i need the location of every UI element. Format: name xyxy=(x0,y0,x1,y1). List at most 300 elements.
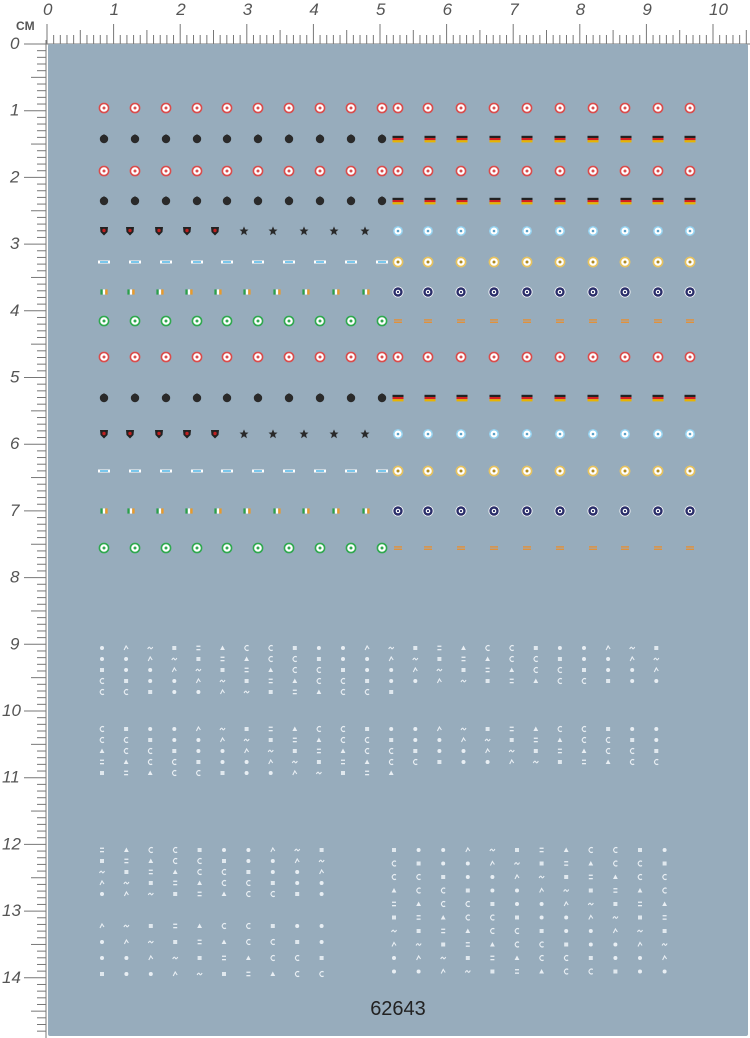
green-roundel-icon xyxy=(130,543,140,553)
green-roundel-icon xyxy=(284,316,294,326)
stencil-glyph xyxy=(486,760,490,764)
stencil-glyph xyxy=(540,862,544,866)
stencil-glyph xyxy=(295,881,299,885)
red-roundel-icon xyxy=(685,103,695,113)
stencil-glyph xyxy=(148,893,153,895)
stencil-glyph xyxy=(341,657,345,661)
navy-star-roundel-icon xyxy=(489,287,500,298)
light-blue-roundel-icon xyxy=(588,429,598,439)
red-roundel-icon xyxy=(588,352,598,362)
red-roundel-icon xyxy=(555,352,565,362)
stencil-glyph xyxy=(392,970,396,974)
stencil-glyph xyxy=(630,727,634,731)
red-roundel-icon xyxy=(130,166,140,176)
stencil-glyph xyxy=(293,749,297,753)
stencil-glyph xyxy=(466,956,470,960)
red-roundel-icon xyxy=(346,352,356,362)
red-roundel-icon xyxy=(377,166,387,176)
red-roundel-icon xyxy=(99,103,109,113)
navy-star-roundel-icon xyxy=(522,506,533,517)
stencil-glyph xyxy=(149,972,153,976)
stencil-glyph xyxy=(148,690,152,694)
stencil-glyph xyxy=(100,892,104,896)
red-roundel-icon xyxy=(284,352,294,362)
stencil-glyph xyxy=(630,738,634,742)
white-blue-bar-icon xyxy=(283,261,295,264)
red-roundel-icon xyxy=(456,103,466,113)
light-blue-roundel-icon xyxy=(653,226,663,236)
tricolor-bar-icon xyxy=(273,508,280,513)
side-ruler-number: 3 xyxy=(10,234,20,254)
side-ruler-number: 5 xyxy=(10,367,20,387)
german-flag-icon xyxy=(425,136,436,143)
stencil-glyph xyxy=(589,956,593,960)
stencil-glyph xyxy=(582,668,586,672)
stencil-glyph xyxy=(292,761,297,763)
stencil-glyph xyxy=(413,727,417,731)
stencil-glyph xyxy=(271,859,275,863)
stencil-glyph xyxy=(534,749,538,753)
stencil-glyph xyxy=(486,679,490,683)
stencil-glyph xyxy=(515,848,519,852)
stencil-glyph xyxy=(663,929,667,933)
stencil-glyph xyxy=(365,727,369,731)
navy-star-roundel-icon xyxy=(588,287,599,298)
navy-star-roundel-icon xyxy=(588,506,599,517)
stencil-glyph xyxy=(124,956,128,960)
stencil-glyph xyxy=(246,859,250,863)
stencil-glyph xyxy=(466,875,470,879)
red-roundel-icon xyxy=(161,166,171,176)
stencil-glyph xyxy=(173,940,177,944)
red-roundel-icon xyxy=(253,103,263,113)
stencil-glyph xyxy=(417,929,421,933)
ruler-unit-label: CM xyxy=(16,19,35,33)
german-flag-icon xyxy=(653,198,664,205)
top-ruler-number: 0 xyxy=(43,0,53,19)
tricolor-bar-icon xyxy=(214,508,221,513)
stencil-glyph xyxy=(413,749,417,753)
stencil-glyph xyxy=(295,849,300,851)
german-flag-icon xyxy=(522,136,533,143)
light-blue-roundel-icon xyxy=(489,429,499,439)
red-roundel-icon xyxy=(377,352,387,362)
stencil-glyph xyxy=(317,657,321,661)
top-ruler-number: 9 xyxy=(642,0,652,19)
stencil-glyph xyxy=(613,917,618,919)
tricolor-bar-icon xyxy=(156,508,163,513)
white-blue-bar-icon xyxy=(160,261,172,264)
red-roundel-icon xyxy=(620,166,630,176)
navy-star-roundel-icon xyxy=(423,287,434,298)
stencil-glyph xyxy=(172,658,177,660)
side-ruler-number: 11 xyxy=(2,767,20,787)
top-ruler-number: 4 xyxy=(309,0,319,19)
stencil-glyph xyxy=(245,679,249,683)
stencil-glyph xyxy=(148,647,153,649)
stencil-glyph xyxy=(148,727,152,731)
yellow-roundel-icon xyxy=(489,466,499,476)
red-roundel-icon xyxy=(222,352,232,362)
german-flag-icon xyxy=(457,136,468,143)
stencil-glyph xyxy=(558,760,562,764)
top-ruler-number: 8 xyxy=(575,0,586,19)
red-roundel-icon xyxy=(393,166,403,176)
red-roundel-icon xyxy=(620,103,630,113)
green-roundel-icon xyxy=(377,543,387,553)
stencil-glyph xyxy=(196,760,200,764)
top-ruler-number: 7 xyxy=(509,0,519,19)
green-roundel-icon xyxy=(315,543,325,553)
yellow-roundel-icon xyxy=(685,466,695,476)
red-roundel-icon xyxy=(653,103,663,113)
stencil-glyph xyxy=(172,749,176,753)
stencil-glyph xyxy=(221,668,225,672)
stencil-glyph xyxy=(172,646,176,650)
light-blue-roundel-icon xyxy=(620,226,630,236)
navy-star-roundel-icon xyxy=(393,287,404,298)
stencil-glyph xyxy=(389,727,393,731)
german-flag-icon xyxy=(653,136,664,143)
stencil-glyph xyxy=(196,690,200,694)
stencil-glyph xyxy=(613,902,617,906)
stencil-glyph xyxy=(320,848,324,852)
stencil-glyph xyxy=(317,760,321,764)
white-blue-bar-icon xyxy=(252,261,264,264)
stencil-glyph xyxy=(244,691,249,693)
german-flag-icon xyxy=(685,198,696,205)
navy-star-roundel-icon xyxy=(685,506,696,517)
stencil-glyph xyxy=(100,668,104,672)
tricolor-bar-icon xyxy=(185,508,192,513)
white-blue-bar-icon xyxy=(160,470,172,473)
stencil-glyph xyxy=(271,924,275,928)
red-roundel-icon xyxy=(284,166,294,176)
german-flag-icon xyxy=(522,198,533,205)
german-flag-icon xyxy=(393,198,404,205)
stencil-glyph xyxy=(486,727,490,731)
stencil-glyph xyxy=(462,760,466,764)
red-roundel-icon xyxy=(161,352,171,362)
stencil-glyph xyxy=(245,771,249,775)
stencil-glyph xyxy=(539,876,544,878)
stencil-glyph xyxy=(630,679,634,683)
red-roundel-icon xyxy=(489,166,499,176)
german-flag-icon xyxy=(588,395,599,402)
yellow-roundel-icon xyxy=(555,257,565,267)
side-ruler-number: 10 xyxy=(2,701,21,720)
tricolor-bar-icon xyxy=(302,508,309,513)
green-roundel-icon xyxy=(130,316,140,326)
stencil-glyph xyxy=(245,727,249,731)
stencil-glyph xyxy=(654,646,658,650)
decal-carrier-film xyxy=(48,44,748,1036)
stencil-glyph xyxy=(392,956,396,960)
yellow-roundel-icon xyxy=(456,257,466,267)
stencil-glyph xyxy=(221,760,225,764)
light-blue-roundel-icon xyxy=(685,226,695,236)
red-roundel-icon xyxy=(99,352,109,362)
red-roundel-icon xyxy=(489,352,499,362)
stencil-glyph xyxy=(515,902,519,906)
stencil-glyph xyxy=(172,679,176,683)
tricolor-bar-icon xyxy=(243,289,250,294)
stencil-glyph xyxy=(630,668,634,672)
stencil-glyph xyxy=(320,924,324,928)
red-roundel-icon xyxy=(346,166,356,176)
stencil-glyph xyxy=(606,679,610,683)
stencil-glyph xyxy=(663,862,667,866)
stencil-glyph xyxy=(515,889,519,893)
stencil-glyph xyxy=(124,925,129,927)
navy-star-roundel-icon xyxy=(685,287,696,298)
stencil-glyph xyxy=(490,970,494,974)
side-ruler-number: 2 xyxy=(10,167,20,187)
red-roundel-icon xyxy=(456,166,466,176)
stencil-glyph xyxy=(197,973,202,975)
side-ruler-number: 9 xyxy=(10,634,20,654)
green-roundel-icon xyxy=(99,316,109,326)
stencil-glyph xyxy=(515,863,520,865)
white-blue-bar-icon xyxy=(129,470,141,473)
green-roundel-icon xyxy=(192,543,202,553)
stencil-glyph xyxy=(533,761,538,763)
stencil-glyph xyxy=(196,669,201,671)
stencil-glyph xyxy=(320,881,324,885)
stencil-glyph xyxy=(490,875,494,879)
stencil-glyph xyxy=(389,668,393,672)
stencil-glyph xyxy=(319,860,324,862)
product-code: 62643 xyxy=(370,998,426,1020)
tricolor-bar-icon xyxy=(273,289,280,294)
navy-star-roundel-icon xyxy=(620,287,631,298)
stencil-glyph xyxy=(172,690,176,694)
stencil-glyph xyxy=(589,929,593,933)
light-blue-roundel-icon xyxy=(423,226,433,236)
stencil-glyph xyxy=(466,889,470,893)
stencil-glyph xyxy=(295,892,299,896)
stencil-glyph xyxy=(222,972,226,976)
red-roundel-icon xyxy=(130,103,140,113)
red-roundel-icon xyxy=(315,166,325,176)
stencil-glyph xyxy=(465,971,470,973)
red-roundel-icon xyxy=(685,352,695,362)
stencil-glyph xyxy=(100,657,104,661)
red-roundel-icon xyxy=(489,103,499,113)
stencil-glyph xyxy=(663,970,667,974)
tricolor-bar-icon xyxy=(100,289,107,294)
top-ruler-number: 3 xyxy=(242,0,253,19)
stencil-glyph xyxy=(613,970,617,974)
side-ruler-number: 14 xyxy=(2,967,21,987)
stencil-glyph xyxy=(417,848,421,852)
green-roundel-icon xyxy=(99,543,109,553)
stencil-glyph xyxy=(564,929,568,933)
stencil-glyph xyxy=(148,668,152,672)
navy-star-roundel-icon xyxy=(555,287,566,298)
stencil-glyph xyxy=(196,749,200,753)
yellow-roundel-icon xyxy=(620,466,630,476)
german-flag-icon xyxy=(490,136,501,143)
stencil-glyph xyxy=(148,679,152,683)
stencil-glyph xyxy=(271,881,275,885)
stencil-glyph xyxy=(630,647,635,649)
red-roundel-icon xyxy=(653,352,663,362)
yellow-roundel-icon xyxy=(588,257,598,267)
light-blue-roundel-icon xyxy=(685,429,695,439)
red-roundel-icon xyxy=(393,352,403,362)
stencil-glyph xyxy=(100,940,104,944)
light-blue-roundel-icon xyxy=(393,226,403,236)
yellow-roundel-icon xyxy=(685,257,695,267)
red-roundel-icon xyxy=(393,103,403,113)
yellow-roundel-icon xyxy=(620,257,630,267)
stencil-glyph xyxy=(271,870,275,874)
stencil-glyph xyxy=(124,870,128,874)
stencil-glyph xyxy=(220,680,225,682)
stencil-glyph xyxy=(389,690,393,694)
red-roundel-icon xyxy=(192,166,202,176)
stencil-glyph xyxy=(654,658,659,660)
stencil-glyph xyxy=(365,657,369,661)
tricolor-bar-icon xyxy=(127,289,134,294)
light-blue-roundel-icon xyxy=(489,226,499,236)
stencil-glyph xyxy=(173,892,177,896)
stencil-glyph xyxy=(606,727,610,731)
light-blue-roundel-icon xyxy=(555,429,565,439)
navy-star-roundel-icon xyxy=(393,506,404,517)
light-blue-roundel-icon xyxy=(555,226,565,236)
yellow-roundel-icon xyxy=(423,466,433,476)
red-roundel-icon xyxy=(423,166,433,176)
stencil-glyph xyxy=(320,940,324,944)
navy-star-roundel-icon xyxy=(555,506,566,517)
stencil-glyph xyxy=(149,881,153,885)
red-roundel-icon xyxy=(522,103,532,113)
side-ruler-number: 13 xyxy=(2,901,21,921)
stencil-glyph xyxy=(221,771,225,775)
red-roundel-icon xyxy=(620,352,630,362)
stencil-glyph xyxy=(564,875,568,879)
stencil-glyph xyxy=(461,728,466,730)
stencil-glyph xyxy=(663,848,667,852)
stencil-glyph xyxy=(437,738,441,742)
stencil-glyph xyxy=(268,750,273,752)
light-blue-roundel-icon xyxy=(456,226,466,236)
stencil-glyph xyxy=(582,646,586,650)
german-flag-icon xyxy=(685,136,696,143)
stencil-glyph xyxy=(100,871,105,873)
stencil-glyph xyxy=(124,727,128,731)
stencil-glyph xyxy=(100,972,104,976)
german-flag-icon xyxy=(685,395,696,402)
stencil-glyph xyxy=(100,771,104,775)
stencil-glyph xyxy=(437,669,442,671)
top-ruler-number: 1 xyxy=(109,0,120,19)
stencil-glyph xyxy=(365,679,369,683)
stencil-glyph xyxy=(293,646,297,650)
red-roundel-icon xyxy=(423,352,433,362)
light-blue-roundel-icon xyxy=(522,429,532,439)
stencil-glyph xyxy=(341,771,345,775)
stencil-glyph xyxy=(198,956,202,960)
white-blue-bar-icon xyxy=(221,261,233,264)
stencil-glyph xyxy=(466,862,470,866)
top-ruler-number: 5 xyxy=(376,0,386,19)
stencil-glyph xyxy=(365,668,369,672)
red-roundel-icon xyxy=(555,166,565,176)
navy-star-roundel-icon xyxy=(653,506,664,517)
stencil-glyph xyxy=(441,957,446,959)
red-roundel-icon xyxy=(588,166,598,176)
stencil-glyph xyxy=(441,862,445,866)
green-roundel-icon xyxy=(192,316,202,326)
red-roundel-icon xyxy=(555,103,565,113)
red-roundel-icon xyxy=(653,166,663,176)
german-flag-icon xyxy=(490,395,501,402)
red-roundel-icon xyxy=(192,352,202,362)
green-roundel-icon xyxy=(377,316,387,326)
green-roundel-icon xyxy=(346,543,356,553)
yellow-roundel-icon xyxy=(489,257,499,267)
navy-star-roundel-icon xyxy=(456,506,467,517)
tricolor-bar-icon xyxy=(362,289,369,294)
stencil-glyph xyxy=(462,668,466,672)
white-blue-bar-icon xyxy=(376,470,388,473)
stencil-glyph xyxy=(100,956,104,960)
light-blue-roundel-icon xyxy=(393,429,403,439)
tricolor-bar-icon xyxy=(302,289,309,294)
yellow-roundel-icon xyxy=(555,466,565,476)
green-roundel-icon xyxy=(161,316,171,326)
stencil-glyph xyxy=(148,738,152,742)
stencil-glyph xyxy=(662,944,667,946)
stencil-glyph xyxy=(295,940,299,944)
white-blue-bar-icon xyxy=(345,470,357,473)
german-flag-icon xyxy=(393,136,404,143)
stencil-glyph xyxy=(198,848,202,852)
stencil-glyph xyxy=(100,646,104,650)
red-roundel-icon xyxy=(222,103,232,113)
yellow-roundel-icon xyxy=(653,466,663,476)
side-ruler-number: 7 xyxy=(10,500,20,520)
navy-star-roundel-icon xyxy=(522,287,533,298)
stencil-glyph xyxy=(534,646,538,650)
navy-star-roundel-icon xyxy=(423,506,434,517)
green-roundel-icon xyxy=(284,543,294,553)
stencil-glyph xyxy=(244,739,249,741)
red-roundel-icon xyxy=(588,103,598,113)
stencil-glyph xyxy=(490,849,495,851)
stencil-glyph xyxy=(485,739,490,741)
stencil-glyph xyxy=(540,929,544,933)
stencil-glyph xyxy=(124,972,128,976)
stencil-glyph xyxy=(441,943,445,947)
german-flag-icon xyxy=(555,395,566,402)
stencil-glyph xyxy=(638,930,643,932)
stencil-glyph xyxy=(638,916,642,920)
white-blue-bar-icon xyxy=(314,470,326,473)
white-blue-bar-icon xyxy=(376,261,388,264)
red-roundel-icon xyxy=(377,103,387,113)
yellow-roundel-icon xyxy=(588,466,598,476)
stencil-glyph xyxy=(654,738,658,742)
light-blue-roundel-icon xyxy=(620,429,630,439)
stencil-glyph xyxy=(638,956,642,960)
red-roundel-icon xyxy=(253,166,263,176)
stencil-glyph xyxy=(654,727,658,731)
yellow-roundel-icon xyxy=(393,257,403,267)
